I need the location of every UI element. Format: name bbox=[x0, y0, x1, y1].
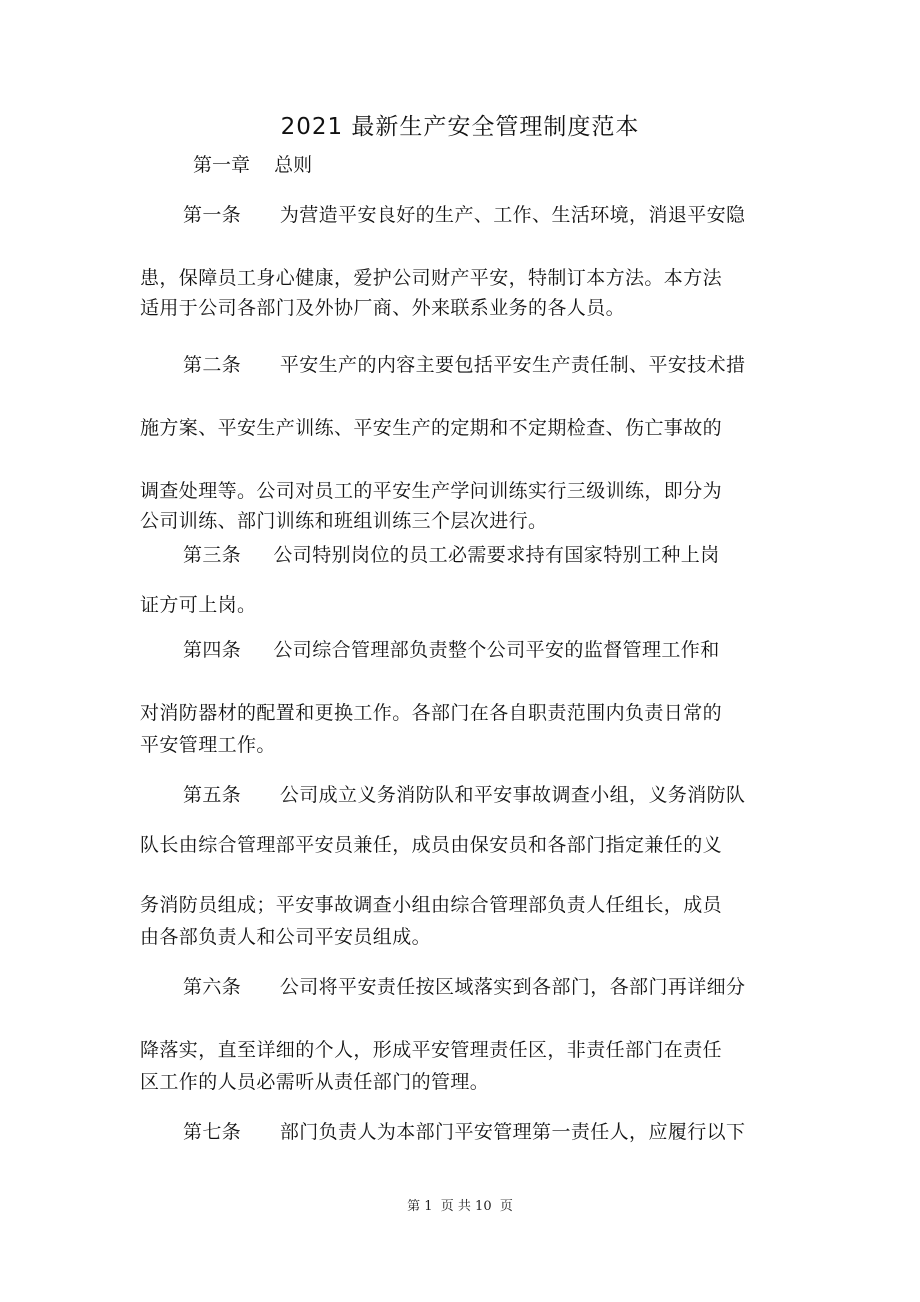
paragraph-line: 施方案、平安生产训练、平安生产的定期和不定期检查、伤亡事故的 bbox=[140, 417, 723, 439]
article-paragraph-start: 第四条 公司综合管理部负责整个公司平安的监督管理工作和 bbox=[183, 639, 720, 661]
chapter-heading: 第一章 总则 bbox=[193, 154, 313, 176]
paragraph-line: 降落实，直至详细的个人，形成平安管理责任区，非责任部门在责任 bbox=[140, 1039, 723, 1061]
article-paragraph-start: 第五条 公司成立义务消防队和平安事故调查小组，义务消防队 bbox=[183, 784, 746, 806]
article-paragraph-start: 第二条 平安生产的内容主要包括平安生产责任制、平安技术措 bbox=[183, 354, 746, 376]
document-title: 2021 最新生产安全管理制度范本 bbox=[280, 114, 640, 140]
page-footer: 第 1 页 共 10 页 bbox=[407, 1199, 513, 1214]
article-paragraph-start: 第一条 为营造平安良好的生产、工作、生活环境，消退平安隐 bbox=[183, 204, 746, 226]
paragraph-line: 队长由综合管理部平安员兼任，成员由保安员和各部门指定兼任的义 bbox=[140, 834, 723, 856]
paragraph-line: 患，保障员工身心健康，爱护公司财产平安，特制订本方法。本方法 bbox=[140, 267, 723, 289]
article-paragraph-start: 第六条 公司将平安责任按区域落实到各部门，各部门再详细分 bbox=[183, 976, 746, 998]
paragraph-line: 由各部负责人和公司平安员组成。 bbox=[140, 926, 432, 948]
paragraph-line: 对消防器材的配置和更换工作。各部门在各自职责范围内负责日常的 bbox=[140, 702, 723, 724]
paragraph-line: 公司训练、部门训练和班组训练三个层次进行。 bbox=[140, 510, 548, 532]
article-paragraph-start: 第三条 公司特别岗位的员工必需要求持有国家特别工种上岗 bbox=[183, 544, 720, 566]
paragraph-line: 调查处理等。公司对员工的平安生产学问训练实行三级训练，即分为 bbox=[140, 480, 723, 502]
paragraph-line: 平安管理工作。 bbox=[140, 734, 276, 756]
article-paragraph-start: 第七条 部门负责人为本部门平安管理第一责任人，应履行以下 bbox=[183, 1121, 746, 1143]
paragraph-line: 区工作的人员必需听从责任部门的管理。 bbox=[140, 1071, 490, 1093]
paragraph-line: 适用于公司各部门及外协厂商、外来联系业务的各人员。 bbox=[140, 297, 626, 319]
paragraph-line: 务消防员组成；平安事故调查小组由综合管理部负责人任组长，成员 bbox=[140, 894, 723, 916]
paragraph-line: 证方可上岗。 bbox=[140, 594, 257, 616]
